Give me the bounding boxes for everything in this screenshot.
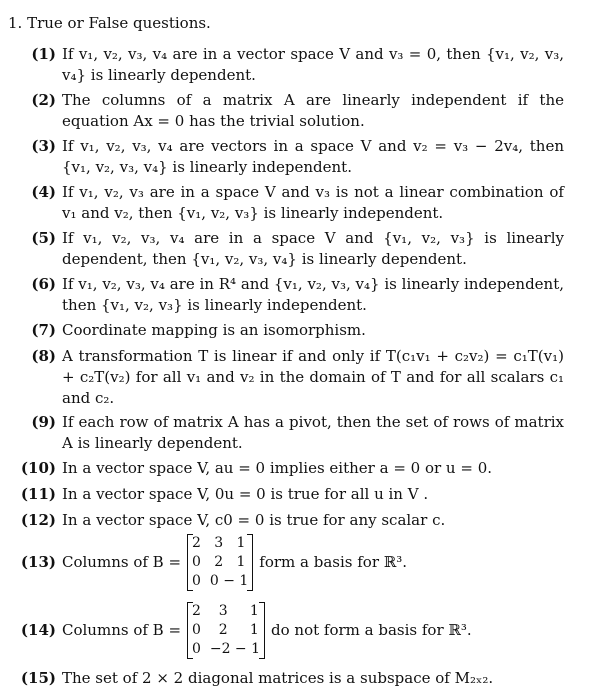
question-8 bbox=[18, 346, 564, 409]
question-number: (5) bbox=[31, 229, 56, 247]
question-12 bbox=[18, 510, 564, 531]
question-4 bbox=[18, 182, 564, 224]
question-1 bbox=[18, 44, 564, 86]
question-text: If v₁, v₂, v₃, v₄ are in a space V and {v₁, v₂, v₃} is linearly dependent, then {v₁, v₂, v₃, v₄} is linearly dependent. bbox=[62, 229, 564, 268]
question-14 bbox=[18, 602, 564, 659]
question-11 bbox=[18, 484, 564, 505]
question-text: The set of 2 × 2 diagonal matrices is a subspace of M₂ₓ₂. bbox=[62, 669, 494, 687]
question-text: If v₁, v₂, v₃, v₄ are vectors in a space V and v₂ = v₃ − 2v₄, then {v₁, v₂, v₃, v₄} is linearly independent. bbox=[62, 137, 564, 176]
question-text: Coordinate mapping is an isomorphism. bbox=[62, 321, 366, 339]
matrix-b bbox=[187, 534, 253, 591]
matrix-suffix: do not form a basis for ℝ³. bbox=[271, 621, 472, 639]
question-text: A transformation T is linear if and only if T(c₁v₁ + c₂v₂) = c₁T(v₁) + c₂T(v₂) for all v₁ and v₂ in the domain of T and for all scalars c₁ and c₂. bbox=[62, 347, 564, 407]
question-number: (1) bbox=[31, 45, 56, 63]
section-heading: 1. True or False questions. bbox=[8, 14, 211, 32]
matrix-suffix: form a basis for ℝ³. bbox=[259, 553, 408, 571]
question-6 bbox=[18, 274, 564, 316]
question-text: In a vector space V, c0 = 0 is true for any scalar c. bbox=[62, 511, 446, 529]
question-number: (3) bbox=[31, 137, 56, 155]
question-5 bbox=[18, 228, 564, 270]
matrix-row: 0 −2 − 1 bbox=[192, 641, 261, 657]
question-number: (13) bbox=[20, 553, 56, 571]
question-3 bbox=[18, 136, 564, 178]
question-number: (11) bbox=[20, 485, 56, 503]
question-7 bbox=[18, 320, 564, 341]
question-number: (6) bbox=[31, 275, 56, 293]
question-15 bbox=[18, 668, 564, 689]
matrix-row: 0 2 1 bbox=[192, 554, 246, 570]
question-number: (8) bbox=[31, 347, 56, 365]
matrix-row: 0 0 − 1 bbox=[192, 573, 249, 589]
matrix-b bbox=[187, 602, 265, 659]
question-number: (15) bbox=[20, 669, 56, 687]
question-number: (2) bbox=[31, 91, 56, 109]
question-13 bbox=[18, 534, 564, 591]
question-10 bbox=[18, 458, 564, 479]
question-number: (4) bbox=[31, 183, 56, 201]
question-9 bbox=[18, 412, 564, 454]
question-2 bbox=[18, 90, 564, 132]
question-number: (12) bbox=[20, 511, 56, 529]
question-text: If v₁, v₂, v₃ are in a space V and v₃ is not a linear combination of v₁ and v₂, then {v₁, v₂, v₃} is linearly independent. bbox=[62, 183, 564, 222]
question-text: The columns of a matrix A are linearly independent if the equation Ax = 0 has the trivial solution. bbox=[62, 91, 564, 130]
matrix-row: 0 2 1 bbox=[192, 622, 259, 638]
question-text bbox=[62, 602, 564, 659]
question-text bbox=[62, 534, 564, 591]
question-number: (9) bbox=[31, 413, 56, 431]
question-number: (14) bbox=[20, 621, 56, 639]
matrix-prefix: Columns of B = bbox=[62, 553, 182, 571]
question-text: If v₁, v₂, v₃, v₄ are in R⁴ and {v₁, v₂, v₃, v₄} is linearly independent, then {v₁, v₂, v₃} is linearly independent. bbox=[62, 275, 564, 314]
question-text: In a vector space V, 0u = 0 is true for all u in V . bbox=[62, 485, 429, 503]
question-text: If each row of matrix A has a pivot, then the set of rows of matrix A is linearly dependent. bbox=[62, 413, 564, 452]
question-text: If v₁, v₂, v₃, v₄ are in a vector space V and v₃ = 0, then {v₁, v₂, v₃, v₄} is linearly dependent. bbox=[62, 45, 564, 84]
matrix-row: 2 3 1 bbox=[192, 603, 259, 619]
question-number: (10) bbox=[20, 459, 56, 477]
matrix-row: 2 3 1 bbox=[192, 535, 246, 551]
question-number: (7) bbox=[31, 321, 56, 339]
matrix-prefix: Columns of B = bbox=[62, 621, 182, 639]
question-text: In a vector space V, au = 0 implies either a = 0 or u = 0. bbox=[62, 459, 493, 477]
